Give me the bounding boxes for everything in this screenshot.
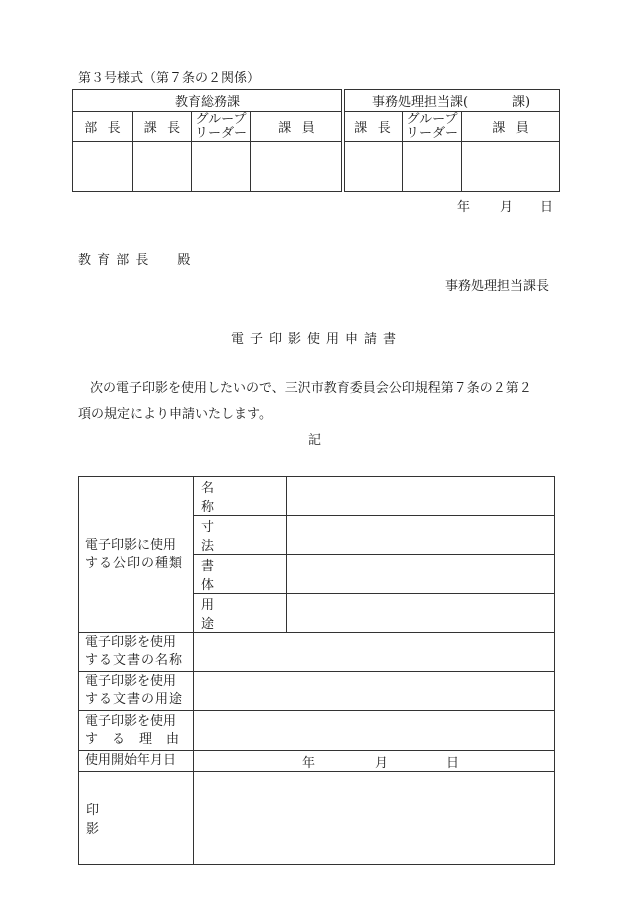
addressee: 教 育 部 長 殿 (78, 253, 192, 268)
doc-use-label: 電子印影を使用 する文書の用途 (79, 672, 194, 711)
right-dept-suffix: 課) (512, 95, 531, 110)
body-line-1: 次の電子印影を使用したいので、三沢市教育委員会公印規程第７条の２第２ (90, 381, 532, 396)
seal-name-field[interactable] (287, 477, 555, 516)
seal-impression-label (79, 772, 194, 865)
seal-type-label: 電子印影に使用 する公印の種類 (79, 477, 194, 633)
form-number: 第３号様式（第７条の２関係） (78, 71, 261, 86)
right-dept-prefix: 事務処理担当課( (371, 95, 469, 110)
sub-label-name (194, 477, 287, 516)
sub-size-text: 寸法 (201, 520, 257, 554)
stamp-cell[interactable] (73, 142, 133, 192)
approval-header-left: 教育総務課 (73, 90, 343, 112)
col-kacho: 課長 (133, 112, 192, 142)
doc-name-label: 電子印影を使用 する文書の名称 (79, 633, 194, 672)
reason-label: 電子印影を使用 する理由 (79, 711, 194, 751)
sub-label-size (194, 516, 287, 555)
document-title: 電子印影使用申請書 (231, 332, 403, 347)
start-month: 月 (375, 755, 389, 771)
sub-use-text: 用途 (201, 598, 257, 632)
col-kain-2: 課員 (462, 112, 560, 142)
section-divider-line (344, 89, 345, 192)
approval-header-right (343, 90, 560, 112)
col-group-leader: グループ リーダー (192, 112, 251, 142)
approval-table (72, 89, 560, 192)
reason-field[interactable] (194, 711, 555, 751)
date-month: 月 (500, 200, 514, 215)
seal-size-field[interactable] (287, 516, 555, 555)
stamp-cell[interactable] (192, 142, 251, 192)
col-group-leader-2: グループ リーダー (403, 112, 462, 142)
section-divider-line (341, 89, 342, 192)
start-date-field[interactable] (194, 751, 555, 772)
doc-name-field[interactable] (194, 633, 555, 672)
seal-font-field[interactable] (287, 555, 555, 594)
col-kacho-2: 課長 (343, 112, 403, 142)
seal-use-field[interactable] (287, 594, 555, 633)
date-year: 年 (457, 200, 471, 215)
detail-table (78, 476, 555, 865)
seal-impression-text: 印影 (86, 803, 180, 837)
start-year: 年 (302, 755, 316, 771)
stamp-cell[interactable] (403, 142, 462, 192)
sub-label-use (194, 594, 287, 633)
sub-name-text: 名称 (201, 481, 257, 515)
start-day: 日 (446, 755, 460, 771)
start-date-label: 使用開始年月日 (79, 751, 194, 772)
col-bucho: 部長 (73, 112, 133, 142)
body-line-2: 項の規定により申請いたします。 (78, 407, 272, 422)
ki-label: 記 (308, 433, 322, 448)
sub-label-font (194, 555, 287, 594)
sub-font-text: 書体 (201, 559, 257, 593)
stamp-cell[interactable] (133, 142, 192, 192)
stamp-cell[interactable] (251, 142, 343, 192)
stamp-cell[interactable] (343, 142, 403, 192)
sender: 事務処理担当課長 (445, 279, 550, 294)
doc-use-field[interactable] (194, 672, 555, 711)
date-day: 日 (540, 200, 554, 215)
seal-impression-field[interactable] (194, 772, 555, 865)
stamp-cell[interactable] (462, 142, 560, 192)
col-kain: 課員 (251, 112, 343, 142)
